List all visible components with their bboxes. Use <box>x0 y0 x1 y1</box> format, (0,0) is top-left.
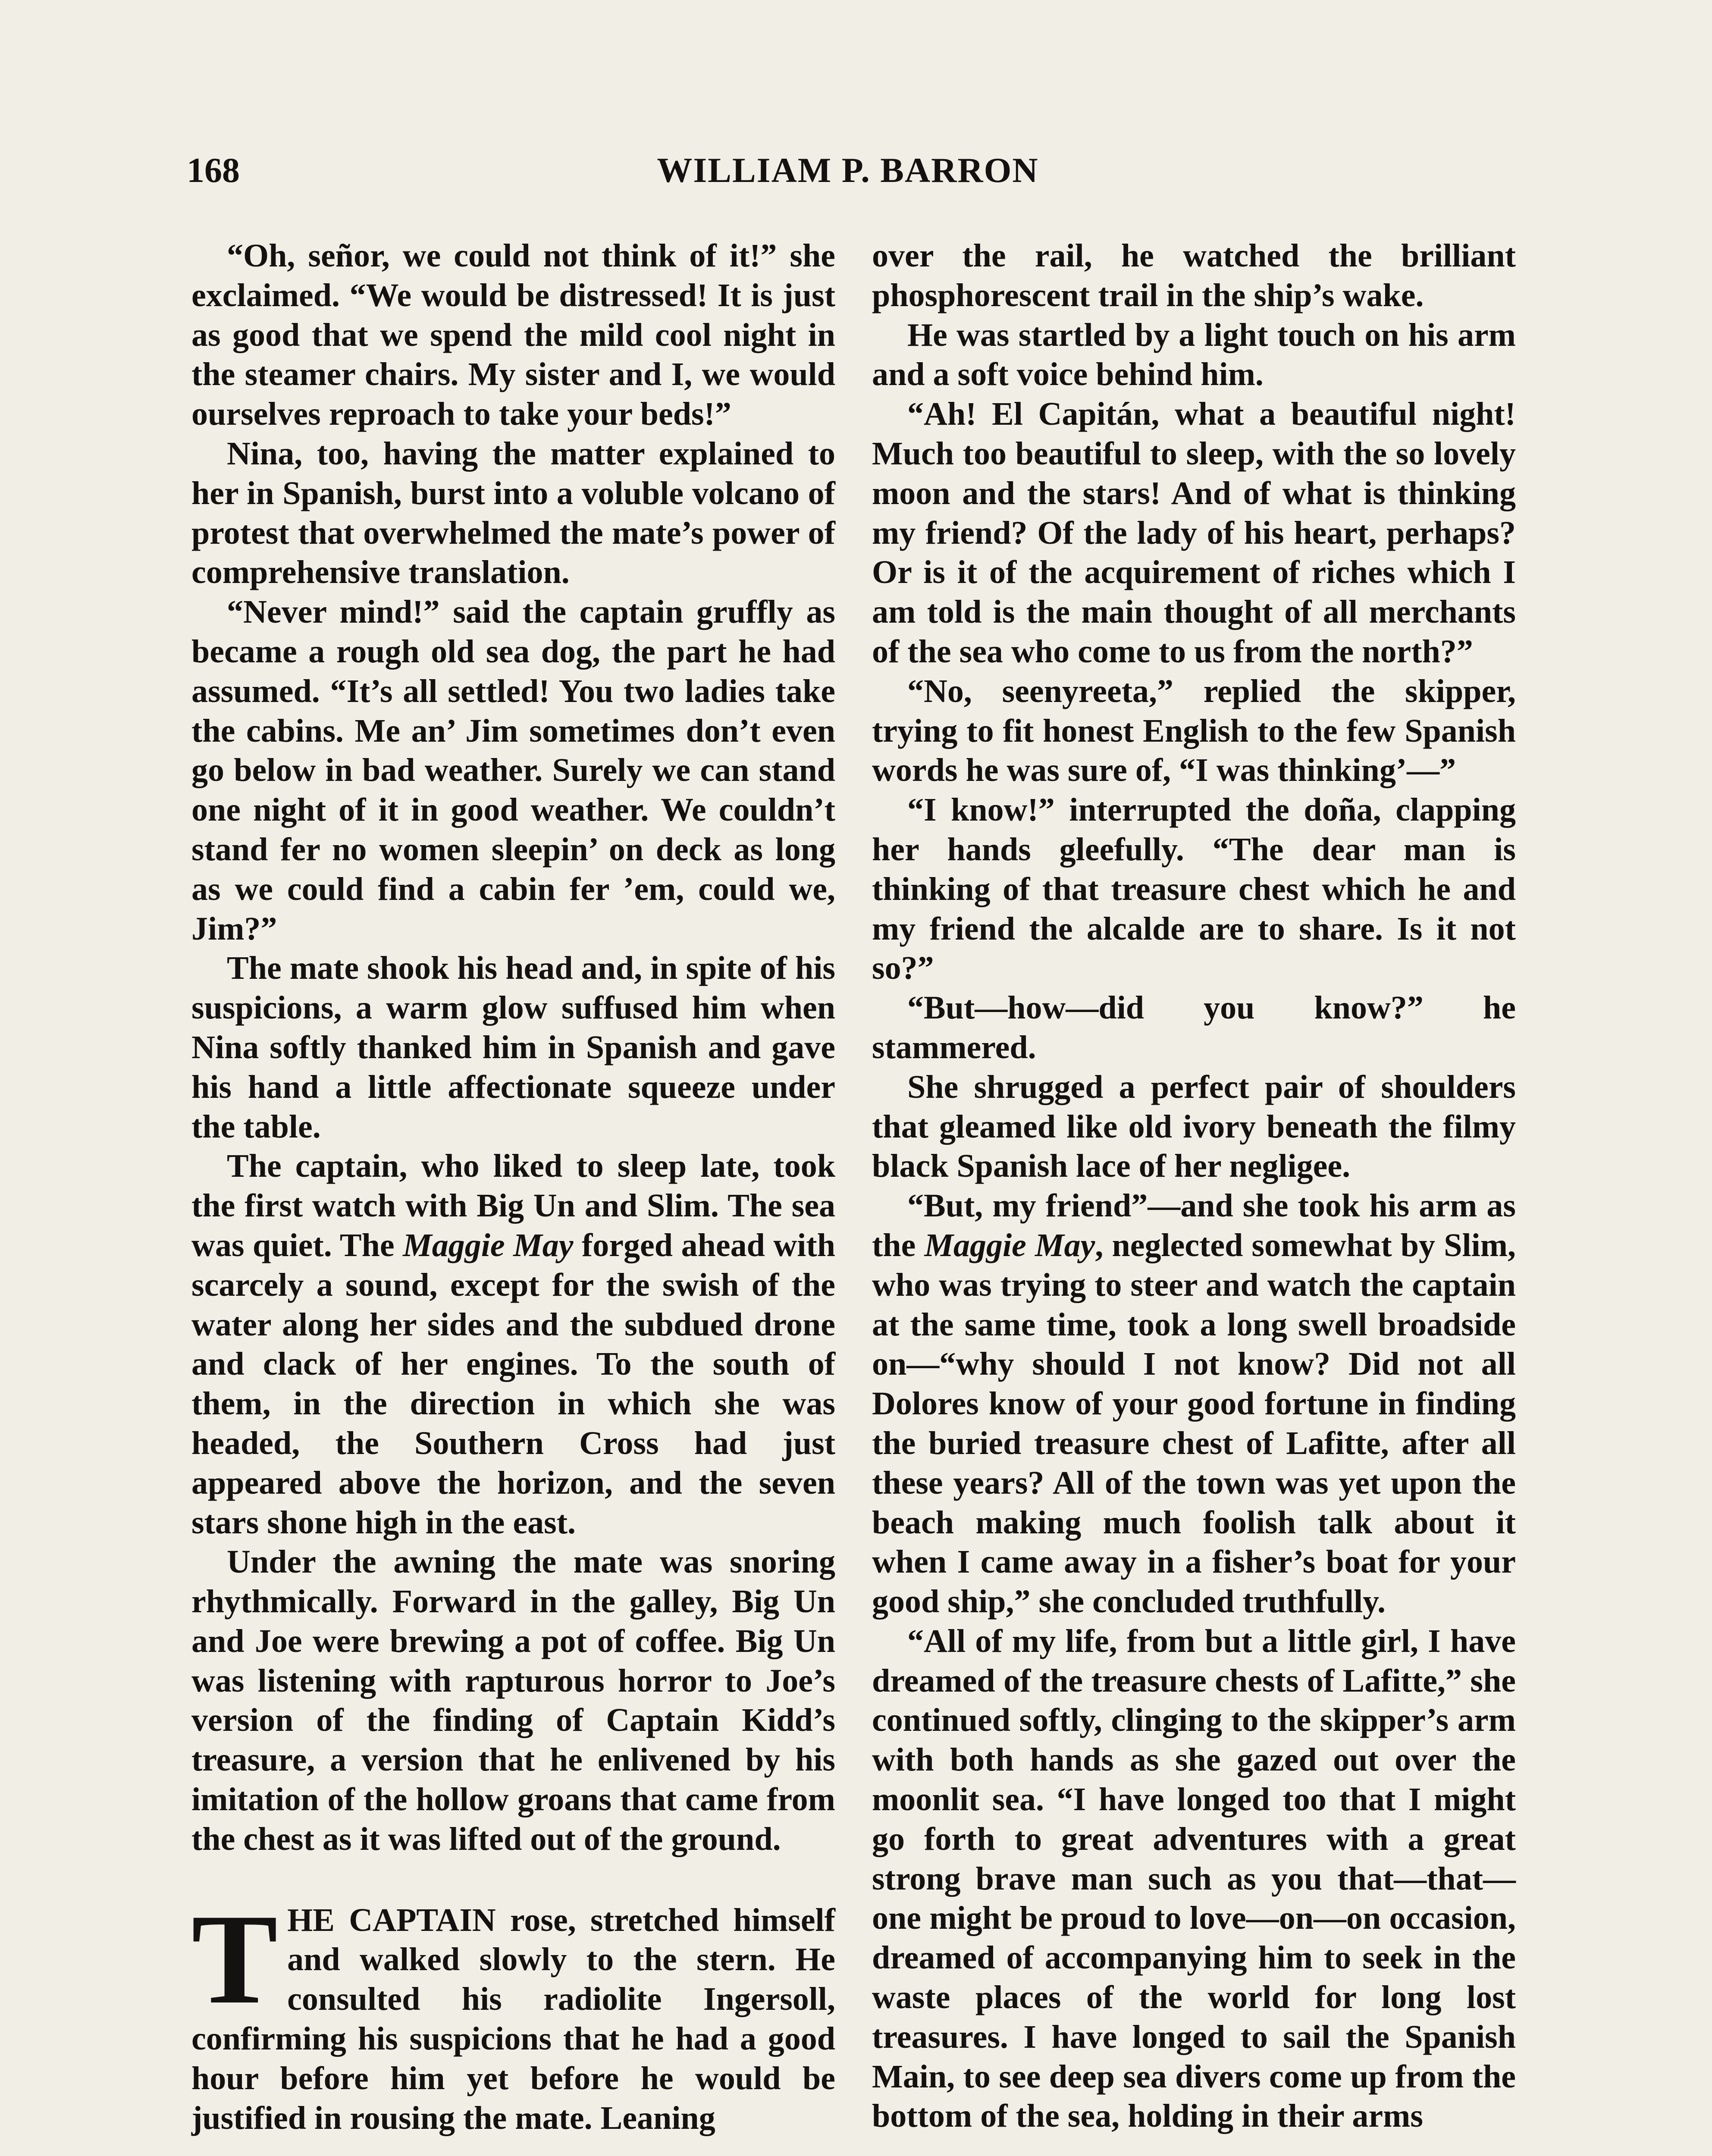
paragraph-text: rose, stretched himself and walked slowly to the stern. He consulted his radiolite Ingersoll, confirming his suspicions that he had a good hour before him yet before he would be justified in rousing the mate. Leaning <box>191 1902 835 2136</box>
paragraph: “Never mind!” said the captain gruffly as became a rough old sea dog, the part he had assumed. “It’s all settled! You two ladies take the cabins. Me an’ Jim sometimes don’t even go below in bad weather. Surely we can stand one night of it in good weather. We couldn’t stand fer no women sleepin’ on deck as long as we could find a cabin fer ’em, could we, Jim?” <box>191 594 835 947</box>
paragraph <box>872 1186 1516 1622</box>
page-number: 168 <box>187 150 240 190</box>
paragraph: She shrugged a perfect pair of shoulders that gleamed like old ivory beneath the filmy black Spanish lace of her negligee. <box>872 1069 1516 1185</box>
paragraph: He was startled by a light touch on his arm and a soft voice behind him. <box>872 317 1516 393</box>
paragraph-text: The captain, who liked to sleep late, took the first watch with Big Un and Slim. The sea was quiet. The <box>191 1148 835 1263</box>
section-opening-paragraph <box>191 1887 835 2138</box>
paragraph-text: “But, my friend”—and she took his arm as the <box>872 1188 1516 1263</box>
running-head: WILLIAM P. BARRON <box>657 150 1039 190</box>
paragraph-continuation: over the rail, he watched the brilliant phosphorescent trail in the ship’s wake. <box>872 238 1516 313</box>
right-column <box>872 236 1516 2136</box>
left-column <box>191 236 835 2138</box>
ship-name: Maggie May <box>403 1227 574 1263</box>
paragraph: “Ah! El Capitán, what a beautiful night! Much too beautiful to sleep, with the so lovely moon and the stars! And of what is thinking my friend? Of the lady of his heart, perhaps? Or is it of the acquirement of riches which I am told is the main thought of all merchants of the sea who come to us from the north?” <box>872 396 1516 670</box>
paragraph <box>191 1147 835 1542</box>
page-header <box>187 142 1509 207</box>
paragraph: “All of my life, from but a little girl, I have dreamed of the treasure chests of Lafitte,” she continued softly, clinging to the skipper’s arm with both hands as she gazed out over the moonlit sea. “I have longed too that I might go forth to great adventures with a great strong brave man such as you that—that—one might be proud to love—on—on occasion, dreamed of accompanying him to seek in the waste places of the world for long lost treasures. I have longed to sail the Spanish Main, to see deep sea divers come up from the bottom of the sea, holding in their arms <box>872 1623 1516 2134</box>
paragraph-text: forged ahead with scarcely a sound, except for the swish of the water along her sides and the subdued drone and clack of her engines. To the south of them, in the direction in which she was headed, the Southern Cross had just appeared above the horizon, and the seven stars shone high in the east. <box>191 1227 835 1541</box>
paragraph: Under the awning the mate was snoring rhythmically. Forward in the galley, Big Un and Joe were brewing a pot of coffee. Big Un was listening with rapturous horror to Joe’s version of the finding of Captain Kidd’s treasure, a version that he enlivened by his imitation of the hollow groans that came from the chest as it was lifted out of the ground. <box>191 1544 835 1857</box>
small-caps-lead: HE CAPTAIN <box>287 1902 496 1938</box>
paragraph: “But—how—did you know?” he stammered. <box>872 990 1516 1065</box>
paragraph-text: , neglected somewhat by Slim, who was trying to steer and watch the captain at the same time, took a long swell broadside on—“why should I not know? Did not all Dolores know of your good fortune in finding the buried treasure chest of Lafitte, after all these years? All of the town was yet upon the beach making much foolish talk about it when I came away in a fisher’s boat for your good ship,” she concluded truthfully. <box>872 1227 1516 1620</box>
paragraph: “I know!” interrupted the doña, clapping her hands gleefully. “The dear man is thinking of that treasure chest which he and my friend the alcalde are to share. Is it not so?” <box>872 792 1516 987</box>
paragraph: Nina, too, having the matter explained to her in Spanish, burst into a voluble volcano of protest that overwhelmed the mate’s power of comprehensive translation. <box>191 435 835 591</box>
paragraph: “Oh, señor, we could not think of it!” she exclaimed. “We would be distressed! It is just as good that we spend the mild cool night in the steamer chairs. My sister and I, we would ourselves reproach to take your beds!” <box>191 238 835 432</box>
paragraph: The mate shook his head and, in spite of his suspicions, a warm glow suffused him when Nina softly thanked him in Spanish and gave his hand a little affectionate squeeze under the table. <box>191 950 835 1145</box>
ship-name: Maggie May <box>924 1227 1095 1263</box>
paragraph: “No, seenyreeta,” replied the skipper, trying to fit honest English to the few Spanish words he was sure of, “I was thinking’—” <box>872 673 1516 789</box>
drop-cap: T <box>191 1887 278 2031</box>
